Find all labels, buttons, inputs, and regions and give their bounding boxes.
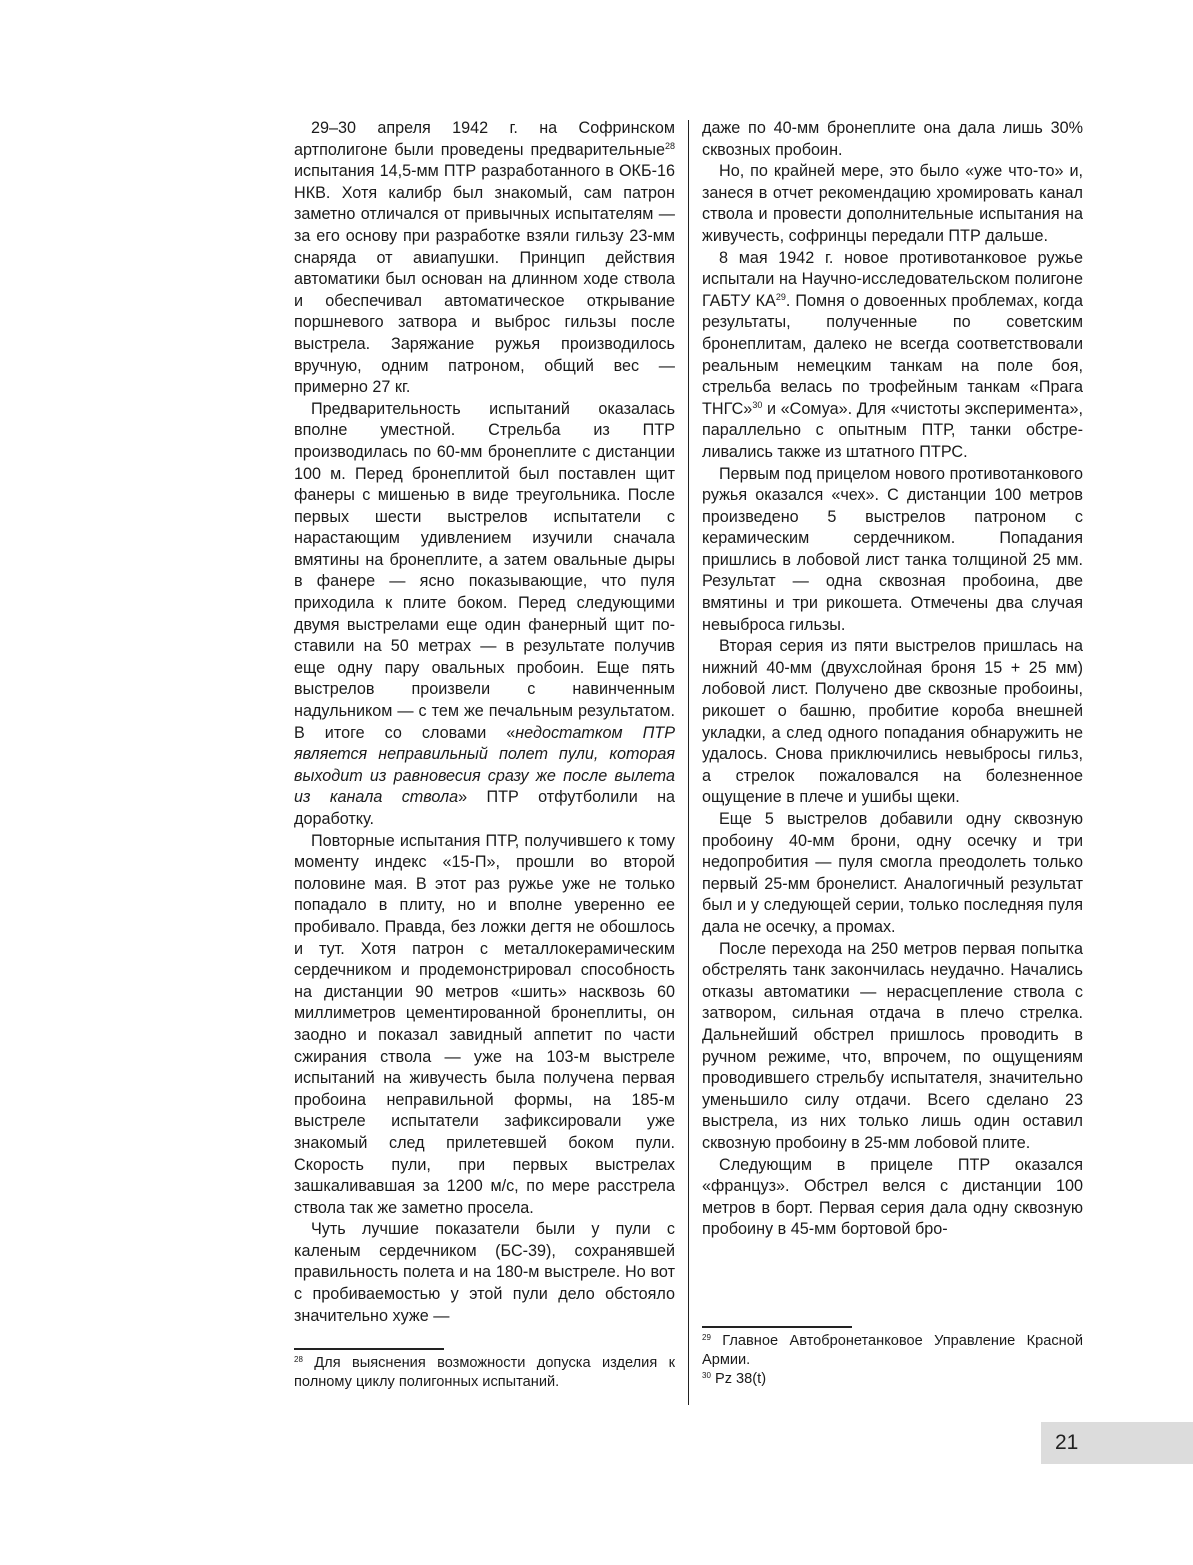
page-number: 21	[1041, 1422, 1193, 1464]
text-column-right	[702, 118, 1083, 1241]
paragraph: После перехода на 250 метров первая попытка обстрелять танк закончилась неудачно. Начались отказы автоматики — нерасцепление ствола с затвором, сильная отдача в плечо стрелка. Дальнейший обстрел пришлось проводить в ручном режиме, что, впрочем, по ощущениям проводившего стрельбу испытателя, значительно уменьшило силу отдачи. Всего сделано 23 выстрела, из них только лишь один оставил сквозную пробоину в 25-мм лобовой плите.	[702, 939, 1083, 1152]
paragraph: Но, по крайней мере, это было «уже что-то» и, занеся в отчет рекомендацию хромировать канал ствола и провести дополнительные испытания на живучесть, софринцы передали ПТР дальше.	[702, 162, 1083, 245]
quote-emphasis: недостатком ПТР является неправильный полет пули, которая выходит из равновесия сразу же после вылета из канала ствола	[294, 723, 675, 807]
footnotes-left	[294, 1348, 675, 1392]
footnote: $^{30}$ Pz 38(t)	[702, 1370, 767, 1387]
paragraph: Еще 5 выстрелов добавили одну сквозную пробоину 40-мм брони, одну осечку и три недопробития — пуля смогла преодолеть только первый 25-мм бронелист. Аналогичный результат был и у следующей серии, только последняя пуля дала не осечку, а промах.	[702, 810, 1083, 936]
footnote-rule	[294, 1348, 444, 1350]
paragraph: Вторая серия из пяти выстрелов пришлась на нижний 40-мм (двухслойная броня 15 + 25 мм) лобовой лист. Получено две сквозные пробоины, рикошет о башню, пробитие короба внешней укладки, а след одного попадания обнаружить не удалось. Снова приключились невыбросы гильз, а стрелок пожаловался на болезненное ощущение в плече и ушибы щеки.	[702, 637, 1083, 807]
footnote: $^{29}$ Главное Автобронетанковое Управление Красной Армии.	[702, 1332, 1083, 1368]
footnotes-right	[702, 1326, 1083, 1389]
paragraph: 8 мая 1942 г. новое противотанковое ружье испытали на Научно-исследовательском полигоне ГАБТУ КА$^{29}$. Помня о довоенных проблемах, когда результаты, полученные по советским бронеплитам, далеко не всегда соответствовали реальным немецким танкам на поле боя, стрельба велась по трофейным танкам «Прага ТНГС»$^{30}$ и «Сомуа». Для «чистоты эксперимента», параллельно с опытным ПТР, танки обстреливались также из штатного ПТРС.	[702, 248, 1083, 461]
paragraph: Предварительность испытаний оказалась вполне уместной. Стрельба из ПТР производилась по 60-мм бронеплите с дистанции 100 м. Перед бронеплитой был поставлен щит фанеры с мишенью в виде треугольника. После первых шести выстрелов испытатели с нарастающим удивлением изучили сначала вмятины на бронеплите, а затем овальные дыры в фанере — ясно показывающие, что пуля приходила к плите боком. Перед следующими двумя выстрелами еще один фанерный щит поставили на 50 метрах — в результате получив еще одну пару овальных пробоин. Еще пять выстрелов произвели с навинченным надульником — с тем же печальным результатом. В итоге со словами «недостатком ПТР является неправильный полет пули, которая выходит из равновесия сразу же после вылета из канала ствола» ПТР отфутболили на доработку.	[294, 399, 676, 828]
footnote-ref[interactable]: 30	[752, 399, 763, 410]
footnote-rule	[702, 1326, 852, 1328]
paragraph: Следующим в прицеле ПТР оказался «француз». Обстрел велся с дистанции 100 метров в борт. Первая серия дала одну сквозную пробоину в 45-мм бортовой бро-	[702, 1155, 1083, 1239]
text-column-left	[294, 118, 675, 1327]
footnote-ref[interactable]: 28	[664, 140, 675, 151]
paragraph: 29–30 апреля 1942 г. на Софринском артполигоне были проведены предварительные$^{28}$ испытания 14,5-мм ПТР разработанного в ОКБ-16 НКВ. Хотя калибр был знакомый, сам патрон заметно отличался от привычных испытателям — за его основу при разработке взяли гильзу 23-мм снаряда от авиапушки. Принцип действия автоматики был основан на длинном ходе ствола и обеспечивал автоматическое открывание поршневого затвора и выброс гильзы после выстрела. Заряжание ружья производилось вручную, одним патроном, общий вес — примерно 27 кг.	[294, 119, 675, 397]
paragraph: Первым под прицелом нового противотанкового ружья оказался «чех». С дистанции 100 метров произведено 5 выстрелов патроном с керамическим сердечником. Попадания пришлись в лобовой лист танка толщиной 25 мм. Результат — одна сквозная пробоина, две вмятины и три рикошета. Отмечены два случая невыброса гильзы.	[702, 464, 1083, 634]
footnote: $^{28}$ Для выяснения возможности допуска изделия к полному циклу полигонных испытаний.	[294, 1354, 675, 1390]
paragraph: Повторные испытания ПТР, получившего к тому моменту индекс «15-П», прошли во второй половине мая. В этот раз ружье уже не только попадало в плиту, но и вполне уверенно ее пробивало. Правда, без ложки дегтя не обошлось и тут. Хотя патрон с металлокерамическим сердечником и продемонстрировал способность на дистанции 90 метров «шить» насквозь 60 миллиметров цементированной бронеплиты, он заодно и показал завидный аппетит по части сжирания ствола — уже на 103-м выстреле испытаний на живучесть была получена первая пробоина неправильной формы, на 185-м выстреле испытатели зафиксировали уже знакомый след прилетевшей боком пули. Скорость пули, при первых выстрелах зашкаливавшая за 1200 м/с, по мере расстрела ствола так же заметно просела.	[294, 831, 675, 1217]
paragraph-continued: даже по 40-мм бронеплите она дала лишь 30% сквозных пробоин.	[702, 119, 1083, 159]
paragraph: Чуть лучшие показатели были у пули с каленым сердечником (БС-39), сохранявшей правильность полета и на 180-м выстреле. Но вот с пробиваемостью у этой пули дело обстояло значительно хуже —	[294, 1220, 675, 1325]
footnote-ref[interactable]: 29	[775, 291, 786, 302]
column-divider	[688, 120, 689, 1405]
